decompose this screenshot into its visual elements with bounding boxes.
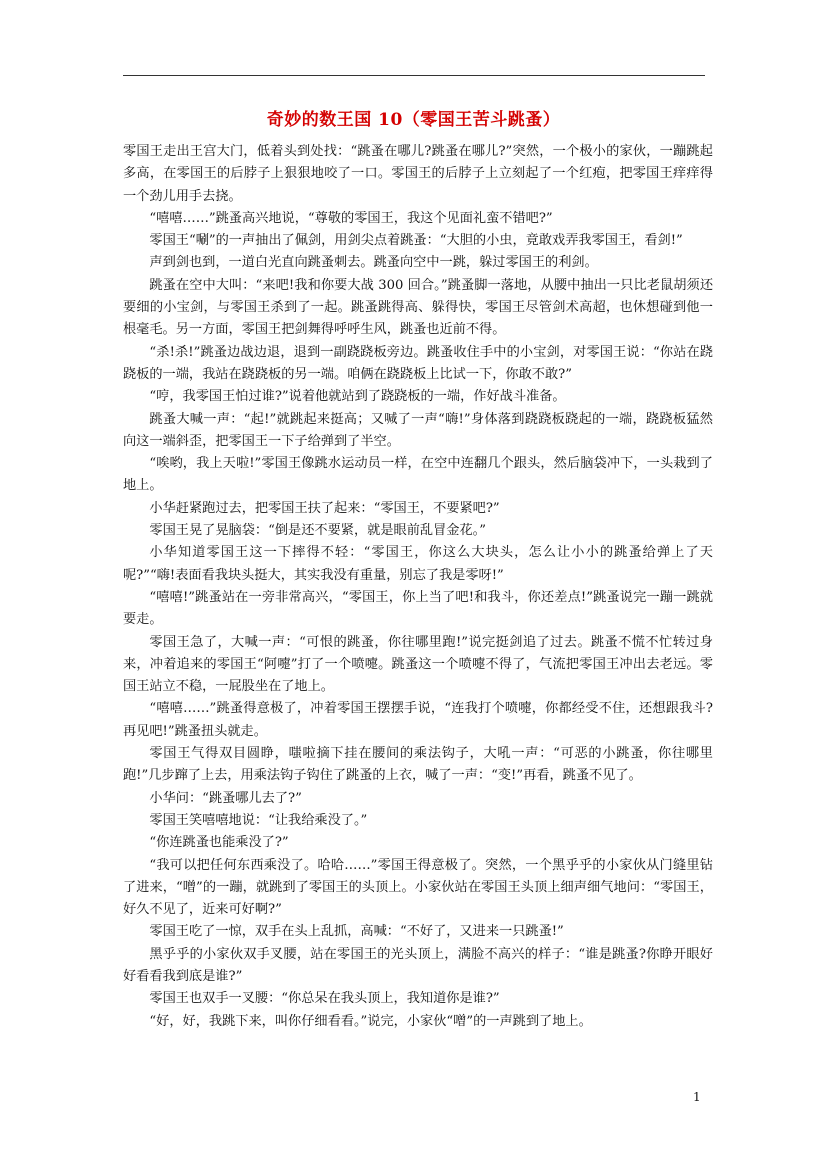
paragraph: “嘻嘻……”跳蚤高兴地说，“尊敬的零国王，我这个见面礼蛮不错吧?” (149, 210, 553, 226)
paragraph: “杀!杀!”跳蚤边战边退，退到一副跷跷板旁边。跳蚤收住手中的小宝剑，对零国王说：“你站在跷跷板的一端，我站在跷跷板的另一端。咱俩在跷跷板上比试一下，你敢不敢?” (123, 344, 713, 382)
paragraph: 零国王急了，大喊一声：“可恨的跳蚤，你往哪里跑!”说完挺剑追了过去。跳蚤不慌不忙转过身来，冲着追来的零国王“阿嚏”打了一个喷嚏。跳蚤这一个喷嚏不得了，气流把零国王冲出去老远。零国王站立不稳，一屁股坐在了地上。 (123, 634, 713, 695)
paragraph: 小华知道零国王这一下摔得不轻：“零国王，你这么大块头，怎么让小小的跳蚤给弹上了天呢?”“嗨!表面看我块头挺大，其实我没有重量，别忘了我是零呀!” (123, 545, 713, 583)
paragraph: 声到剑也到，一道白光直向跳蚤刺去。跳蚤向空中一跳，躲过零国王的利剑。 (149, 255, 598, 271)
paragraph: 零国王走出王宫大门，低着头到处找：“跳蚤在哪儿?跳蚤在哪儿?”突然，一个极小的家伙，一蹦跳起多高，在零国王的后脖子上狠狠地咬了一口。零国王的后脖子上立刻起了一个红疱，把零国王痒痒得一个劲儿用手去挠。 (123, 144, 713, 204)
paragraph: 零国王笑嘻嘻地说：“让我给乘没了。” (149, 812, 368, 828)
paragraph: “嘻嘻!”跳蚤站在一旁非常高兴，“零国王，你上当了吧!和我斗，你还差点!”跳蚤说完一蹦一跳就要走。 (123, 589, 713, 628)
paragraph: 小华问：“跳蚤哪儿去了?” (149, 790, 302, 806)
paragraph: “好，好，我跳下来，叫你仔细看看。”说完，小家伙“噌”的一声跳到了地上。 (149, 1013, 592, 1029)
paragraph: 零国王吃了一惊，双手在头上乱抓，高喊：“不好了，又进来一只跳蚤!” (149, 924, 564, 940)
paragraph: “唉哟，我上天啦!”零国王像跳水运动员一样，在空中连翻几个跟头，然后脑袋冲下，一头栽到了地上。 (123, 456, 713, 494)
paragraph: “哼，我零国王怕过谁?”说着他就站到了跷跷板的一端，作好战斗准备。 (149, 389, 566, 405)
paragraph: “嘻嘻……”跳蚤得意极了，冲着零国王摆摆手说，“连我打个喷嚏，你都经受不住，还想跟我斗?再见吧!”跳蚤扭头就走。 (123, 701, 713, 739)
paragraph: 跳蚤大喊一声：“起!”就跳起来挺高；又喊了一声“嗨!”身体落到跷跷板跷起的一端，跷跷板猛然向这一端斜歪，把零国王一下子给弹到了半空。 (123, 411, 713, 449)
paragraph: 零国王也双手一叉腰：“你总呆在我头顶上，我知道你是谁?” (149, 991, 500, 1007)
paragraph: 小华赶紧跑过去，把零国王扶了起来：“零国王，不要紧吧?” (149, 500, 500, 516)
header-rule (123, 75, 705, 76)
paragraph: 跳蚤在空中大叫：“来吧!我和你要大战 300 回合。”跳蚤脚一落地，从腰中抽出一只比老鼠胡须还要细的小宝剑，与零国王杀到了一起。跳蚤跳得高、躲得快，零国王尽管剑术高超，也休想碰到他一根毫毛。另一方面，零国王把剑舞得呼呼生风，跳蚤也近前不得。 (123, 277, 713, 338)
document-title: 奇妙的数王国 10（零国王苦斗跳蚤） (266, 110, 561, 130)
paragraph: “我可以把任何东西乘没了。哈哈……”零国王得意极了。突然，一个黑乎乎的小家伙从门缝里钻了进来，“噌”的一蹦，就跳到了零国王的头顶上。小家伙站在零国王头顶上细声细气地问：“零国王，好久不见了，近来可好啊?” (123, 857, 713, 918)
story-body (123, 141, 713, 1033)
paragraph: 零国王气得双目圆睁，嗤啦摘下挂在腰间的乘法钩子，大吼一声：“可恶的小跳蚤，你往哪里跑!”几步蹿了上去，用乘法钩子钩住了跳蚤的上衣，喊了一声：“变!”再看，跳蚤不见了。 (123, 746, 713, 784)
paragraph: 零国王“唰”的一声抽出了佩剑，用剑尖点着跳蚤：“大胆的小虫，竟敢戏弄我零国王，看剑!” (149, 233, 683, 249)
paragraph: 黑乎乎的小家伙双手叉腰，站在零国王的光头顶上，满脸不高兴的样子：“谁是跳蚤?你睁开眼好好看看我到底是谁?” (123, 946, 713, 984)
page-number: 1 (693, 1090, 701, 1104)
paragraph: 零国王晃了晃脑袋：“倒是还不要紧，就是眼前乱冒金花。” (149, 523, 486, 539)
paragraph: “你连跳蚤也能乘没了?” (149, 835, 289, 851)
